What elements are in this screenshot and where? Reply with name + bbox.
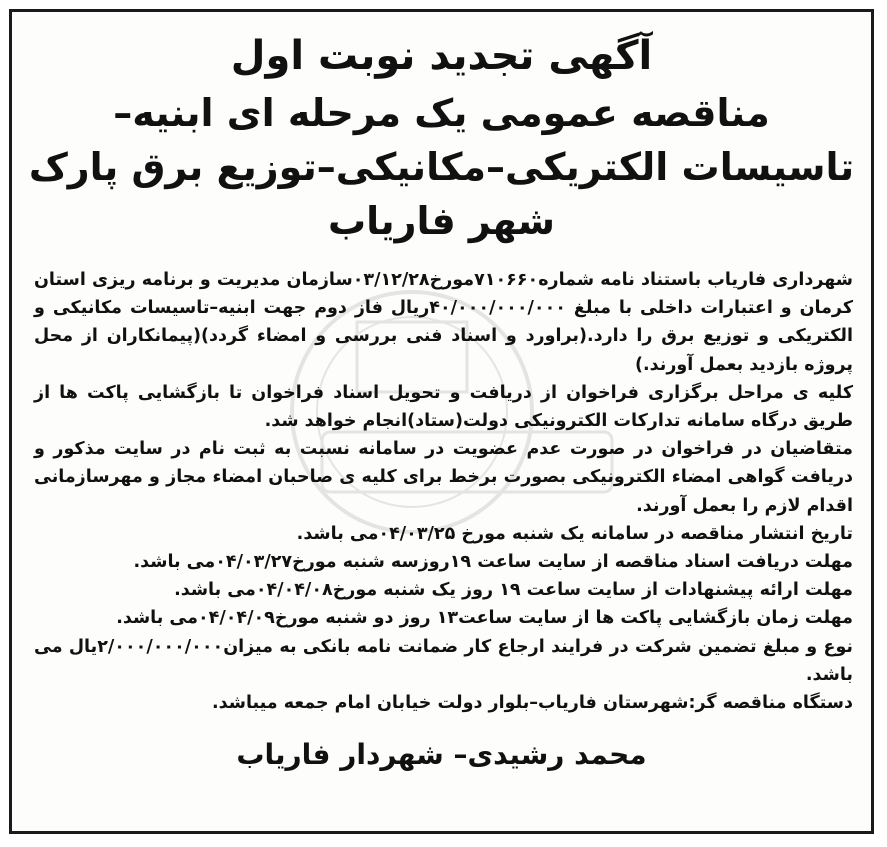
paragraph-tendering-body: دستگاه مناقصه گر:شهرستان فاریاب–بلوار دولت خیابان امام جمعه میباشد. <box>211 693 853 714</box>
notice-subtitle: مناقصه عمومی یک مرحله ای ابنیه– تاسیسات الکتریکی–مکانیکی–توزیع برق پارک شهر فاریاب <box>28 91 855 243</box>
paragraph-registration: متقاضیان در فراخوان در صورت عدم عضویت در سامانه نسبت به ثبت نام در سایت مذکور و دریافت گواهی امضاء الکترونیکی بصورت برخط برای کلیه ی صاحبان امضاء مجاز و مهرسازمانی اقدام لازم را بعمل آورند. <box>34 439 853 516</box>
paragraph-proposal-deadline: مهلت ارائه پیشنهادات از سایت ساعت ۱۹ روز یک شنبه مورخ۰۴/۰۴/۰۸می باشد. <box>174 580 853 601</box>
paragraph-procedure: کلیه ی مراحل برگزاری فراخوان از دریافت و تحویل اسناد فراخوان تا بازگشایی پاکت ها از طریق درگاه سامانه تدارکات الکترونیکی دولت(ستاد)انجام خواهد شد. <box>34 382 853 432</box>
paragraph-authorization: شهرداری فاریاب باستناد نامه شماره۷۱۰۶۶۰مورخ۰۳/۱۲/۲۸سازمان مدیریت و برنامه ریزی استان کرمان و اعتبارات داخلی با مبلغ ۴۰/۰۰۰/۰۰۰/۰۰۰ریال فاز دوم جهت ابنیه–تاسیسات مکانیکی و الکتریکی و توزیع برق را دارد.(براورد و اسناد فنی بررسی و امضاء گردد)(پیمانکاران از محل پروژه بازدید بعمل آورند.) <box>34 270 853 375</box>
paragraph-publish-date: تاریخ انتشار مناقصه در سامانه یک شنبه مورخ ۰۴/۰۳/۲۵می باشد. <box>296 523 853 544</box>
notice-title: آگهی تجدید نوبت اول <box>230 33 653 79</box>
paragraph-document-deadline: مهلت دریافت اسناد مناقصه از سایت ساعت ۱۹روزسه شنبه مورخ۰۴/۰۳/۲۷می باشد. <box>133 552 853 573</box>
notice-frame <box>9 9 874 834</box>
paragraph-guarantee: نوع و مبلغ تضمین شرکت در فرایند ارجاع کار ضمانت نامه بانکی به میزان۲/۰۰۰/۰۰۰/۰۰۰یال می باشد. <box>34 636 853 685</box>
paragraph-opening-date: مهلت زمان بازگشایی پاکت ها از سایت ساعت۱۳ روز دو شنبه مورخ۰۴/۰۴/۰۹می باشد. <box>116 608 853 629</box>
notice-body <box>12 266 871 717</box>
signature: محمد رشیدی– شهردار فاریاب <box>236 738 647 772</box>
